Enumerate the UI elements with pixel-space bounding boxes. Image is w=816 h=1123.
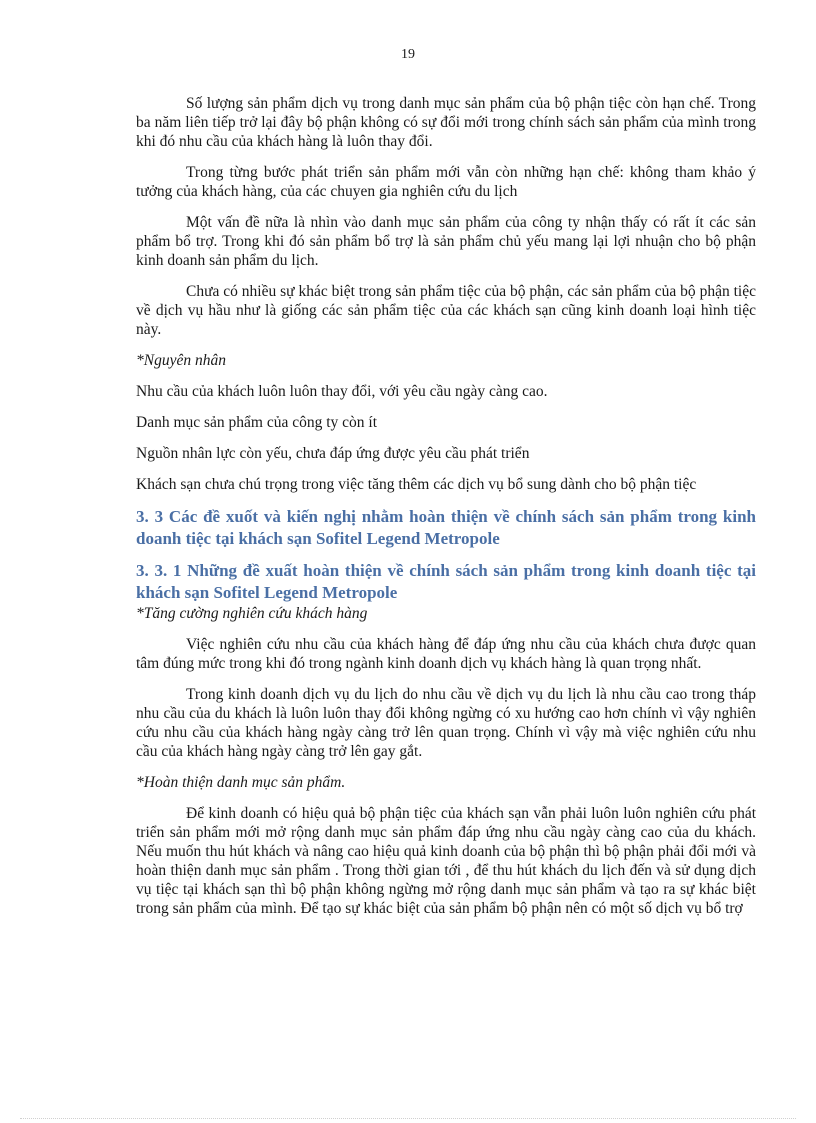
cause-item: Danh mục sản phẩm của công ty còn ít [136,414,378,431]
paragraph-new-product-limits: Trong từng bước phát triển sản phẩm mới vẫn còn những hạn chế: không tham khảo ý tưởng của khách hàng, của các chuyen gia nghiên cứu du lịch [136,164,756,200]
document-body [136,94,756,930]
research-label: *Tăng cường nghiên cứu khách hàng [136,605,368,622]
paragraph-product-limits: Số lượng sản phẩm dịch vụ trong danh mục sản phẩm của bộ phận tiệc còn hạn chế. Trong ba năm liên tiếp trở lại đây bộ phận không có sự đổi mới trong chính sách sản phẩm của mình trong khi đó nhu cầu của khách hàng là luôn thay đổi. [136,95,756,150]
page-number: 19 [401,47,415,62]
cause-label: *Nguyên nhân [136,352,226,369]
portfolio-label: *Hoàn thiện danh mục sản phẩm. [136,774,346,791]
paragraph-product-portfolio: Để kinh doanh có hiệu quả bộ phận tiệc của khách sạn vẫn phải luôn luôn nghiên cứu phát triển sản phẩm mới mở rộng danh mục sản phẩm đáp ứng nhu cầu ngày càng cao của du khách. Nếu muốn thu hút khách và nâng cao hiệu quả kinh doanh của bộ phận thì bộ phận phải đổi mới và hoàn thiện danh mục sản phẩm . Trong thời gian tới , để thu hút khách du lịch đến và sử dụng dịch vụ tiệc tại khách sạn thì bộ phận không ngừng mở rộng danh mục sản phẩm và tạo ra sự khác biệt trong sản phẩm của mình. Để tạo sự khác biệt của sản phẩm bộ phận nên có một số dịch vụ bổ trợ [136,805,756,917]
cause-item: Nguồn nhân lực còn yếu, chưa đáp ứng được yêu cầu phát triển [136,445,530,462]
paragraph-customer-research: Việc nghiên cứu nhu cầu của khách hàng để đáp ứng nhu cầu của khách chưa được quan tâm đúng mức trong khi đó trong ngành kinh doanh dịch vụ khách hàng là quan trọng nhất. [136,636,756,672]
section-heading: 3. 3 Các đề xuốt và kiến nghị nhằm hoàn thiện về chính sách sản phẩm trong kinh doanh tiệc tại khách sạn Sofitel Legend Metropole [136,507,756,548]
cause-item: Khách sạn chưa chú trọng trong việc tăng thêm các dịch vụ bổ sung dành cho bộ phận tiệc [136,476,697,493]
paragraph-supplementary-products: Một vấn đề nữa là nhìn vào danh mục sản phẩm của công ty nhận thấy có rất ít các sản phẩm bổ trợ. Trong khi đó sản phẩm bổ trợ là sản phẩm chủ yếu mang lại lợi nhuận cho bộ phận kinh doanh sản phẩm du lịch. [136,214,756,269]
cause-item: Nhu cầu của khách luôn luôn thay đổi, với yêu cầu ngày càng cao. [136,383,548,400]
paragraph-differentiation: Chưa có nhiều sự khác biệt trong sản phẩm tiệc của bộ phận, các sản phẩm của bộ phận tiệc về dịch vụ hầu như là giống các sản phẩm tiệc của các khách sạn cũng kinh doanh loại hình tiệc này. [136,283,756,338]
subsection-heading: 3. 3. 1 Những đề xuất hoàn thiện về chính sách sản phẩm trong kinh doanh tiệc tại khách sạn Sofitel Legend Metropole [136,561,756,602]
paragraph-tourism-demand: Trong kinh doanh dịch vụ du lịch do nhu cầu về dịch vụ du lịch là nhu cầu cao trong tháp nhu cầu của du khách là luôn luôn thay đổi không ngừng có xu hướng cao hơn chính vì vậy nghiên cứu nhu cầu của khách hàng ngày càng trở lên quan trọng. Chính vì vậy mà việc nghiên cứu nhu cầu của khách hàng ngày càng trở lên gay gắt. [136,686,756,760]
page-bottom-divider [20,1118,796,1119]
